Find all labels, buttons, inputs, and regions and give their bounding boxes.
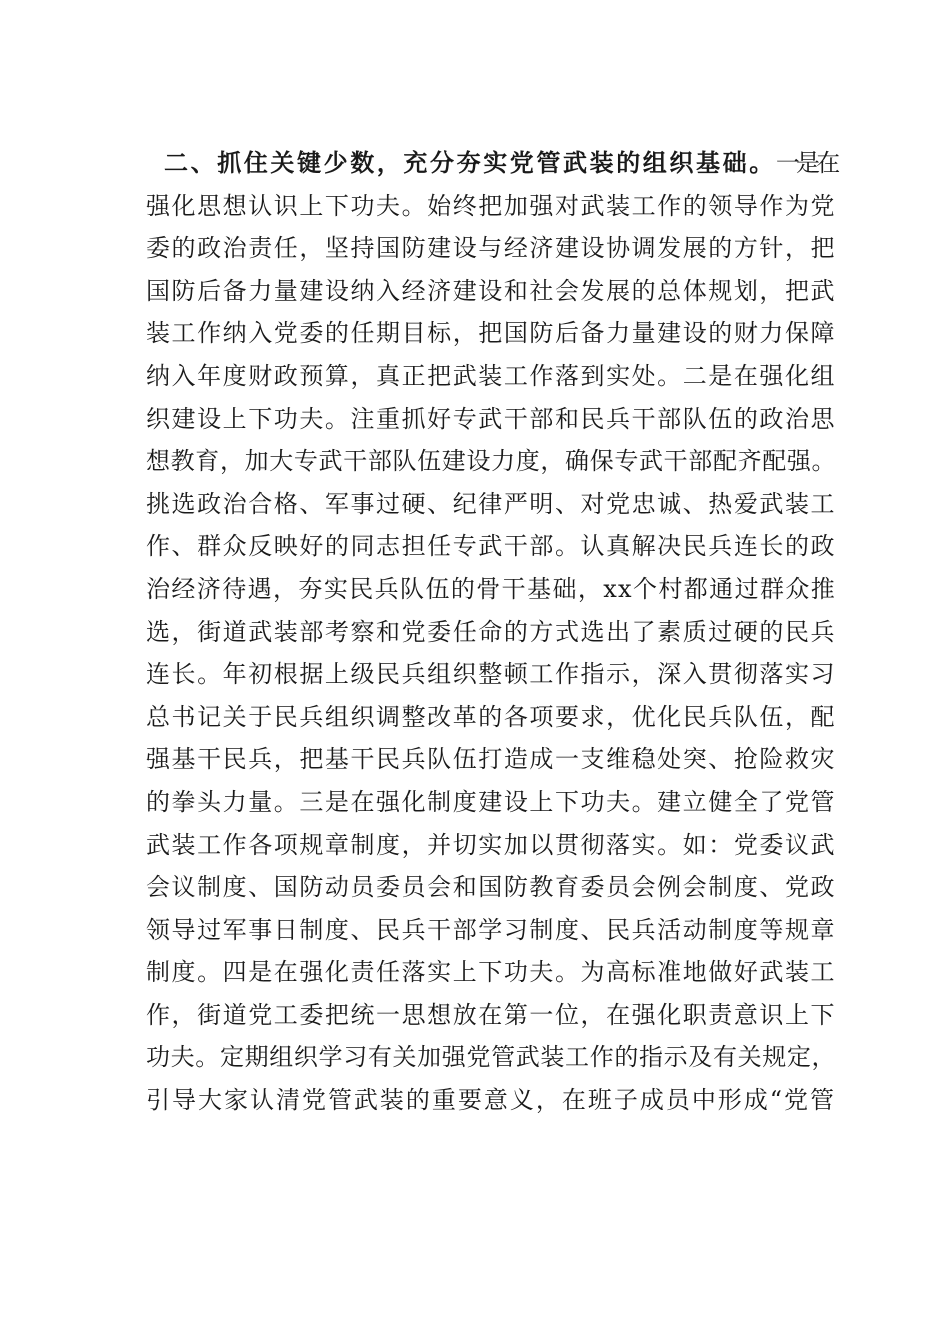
text-line: 引导大家认清党管武装的重要意义，在班子成员中形成“党管 [146, 1086, 836, 1115]
text-line: 挑选政治合格、军事过硬、纪律严明、对党忠诚、热爱武装工 [146, 489, 836, 518]
text-line: 总书记关于民兵组织调整改革的各项要求，优化民兵队伍，配 [146, 702, 836, 731]
text-line: 领导过军事日制度、民兵干部学习制度、民兵活动制度等规章 [146, 915, 836, 944]
text-line: 委的政治责任，坚持国防建设与经济建设协调发展的方针，把 [146, 234, 836, 263]
text-line: 作、群众反映好的同志担任专武干部。认真解决民兵连长的政 [146, 532, 836, 561]
paragraph-first-line [146, 142, 836, 185]
text-line: 强化思想认识上下功夫。始终把加强对武装工作的领导作为党 [146, 191, 836, 220]
text-line: 选，街道武装部考察和党委任命的方式选出了素质过硬的民兵 [146, 617, 836, 646]
text-line: 连长。年初根据上级民兵组织整顿工作指示，深入贯彻落实习 [146, 660, 836, 689]
text-line: 作，街道党工委把统一思想放在第一位，在强化职责意识上下 [146, 1000, 836, 1029]
text-run: 一是在 [775, 149, 837, 177]
text-line: 织建设上下功夫。注重抓好专武干部和民兵干部队伍的政治思 [146, 404, 836, 433]
text-line: 的拳头力量。三是在强化制度建设上下功夫。建立健全了党管 [146, 787, 836, 816]
text-line: 功夫。定期组织学习有关加强党管武装工作的指示及有关规定， [146, 1043, 836, 1072]
text-line: 强基干民兵，把基干民兵队伍打造成一支维稳处突、抢险救灾 [146, 745, 836, 774]
text-line: 国防后备力量建设纳入经济建设和社会发展的总体规划，把武 [146, 276, 836, 305]
text-line: 治经济待遇，夯实民兵队伍的骨干基础，xx个村都通过群众推 [146, 574, 836, 603]
text-line: 纳入年度财政预算，真正把武装工作落到实处。二是在强化组 [146, 361, 836, 390]
body-paragraph [146, 142, 836, 1122]
text-line: 武装工作各项规章制度，并切实加以贯彻落实。如：党委议武 [146, 830, 836, 859]
text-line: 想教育，加大专武干部队伍建设力度，确保专武干部配齐配强。 [146, 447, 836, 476]
text-line: 制度。四是在强化责任落实上下功夫。为高标准地做好武装工 [146, 958, 836, 987]
text-line: 装工作纳入党委的任期目标，把国防后备力量建设的财力保障 [146, 319, 836, 348]
section-heading: 二、抓住关键少数，充分夯实党管武装的组织基础。 [164, 149, 776, 177]
text-line: 会议制度、国防动员委员会和国防教育委员会例会制度、党政 [146, 873, 836, 902]
